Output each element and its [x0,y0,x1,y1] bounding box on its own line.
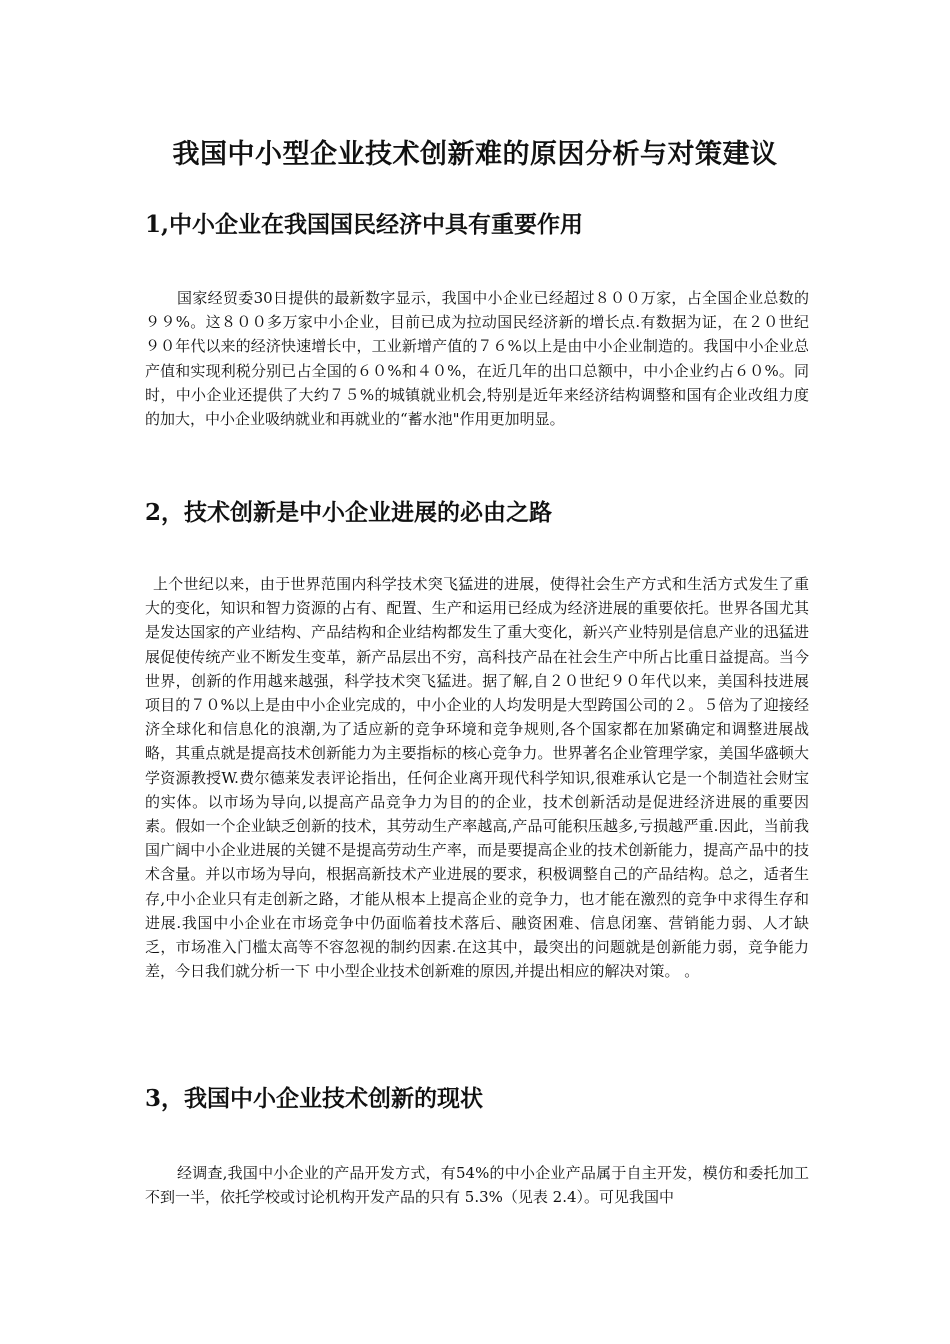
section-heading-2: 2，技术创新是中小企业进展的必由之路 [145,499,553,526]
section-paragraph-1: 国家经贸委30日提供的最新数字显示，我国中小企业已经超过８００万家，占全国企业总数的９９%。这８００多万家中小企业，目前已成为拉动国民经济新的增长点.有数据为证，在２０世纪９０年代以来的经济快速增长中，工业新增产值的７６%以上是由中小企业制造的。我国中小企业总产值和实现利税分别已占全国的６０%和４０%，在近几年的出口总额中，中小企业约占６０%。同时，中小企业还提供了大约７５%的城镇就业机会,特别是近年来经济结构调整和国有企业改组力度的加大，中小企业吸纳就业和再就业的“蓄水池"作用更加明显。 [145,289,809,429]
section-paragraph-2: 上个世纪以来，由于世界范围内科学技术突飞猛进的进展，使得社会生产方式和生活方式发生了重大的变化，知识和智力资源的占有、配置、生产和运用已经成为经济进展的重要依托。世界各国尤其是发达国家的产业结构、产品结构和企业结构都发生了重大变化，新兴产业特别是信息产业的迅猛进展促使传统产业不断发生变革，新产品层出不穷，高科技产品在社会生产中所占比重日益提高。当今世界，创新的作用越来越强，科学技术突飞猛进。据了解,自２０世纪９０年代以来，美国科技进展项目的７０%以上是由中小企业完成的，中小企业的人均发明是大型跨国公司的２。５倍为了迎接经济全球化和信息化的浪潮,为了适应新的竞争环境和竞争规则,各个国家都在加紧确定和调整进展战略，其重点就是提高技术创新能力为主要指标的核心竞争力。世界著名企业管理学家，美国华盛顿大学资源教授W.费尔德莱发表评论指出，任何企业离开现代科学知识,很难承认它是一个制造社会财宝的实体。以市场为导向,以提高产品竞争力为目的的企业，技术创新活动是促进经济进展的重要因素。假如一个企业缺乏创新的技术，其劳动生产率越高,产品可能积压越多,亏损越严重.因此，当前我国广阔中小企业进展的关键不是提高劳动生产率，而是要提高企业的技术创新能力，提高产品中的技术含量。并以市场为导向，根据高新技术产业进展的要求，积极调整自己的产品结构。总之，适者生存,中小企业只有走创新之路，才能从根本上提高企业的竞争力，也才能在激烈的竞争中求得生存和进展.我国中小企业在市场竞争中仍面临着技术落后、融资困难、信息闭塞、营销能力弱、人才缺乏，市场准入门槛太高等不容忽视的制约因素.在这其中，最突出的问题就是创新能力弱，竞争能力差，今日我们就分析一下 中小型企业技术创新难的原因,并提出相应的解决对策。 。 [145,575,809,981]
section-paragraph-3: 经调查,我国中小企业的产品开发方式，有54%的中小企业产品属于自主开发，模仿和委托加工不到一半，依托学校或讨论机构开发产品的只有 5.3%（见表 2.4）。可见我国中 [145,1164,809,1207]
document-title: 我国中小型企业技术创新难的原因分析与对策建议 [172,139,778,170]
section-heading-3: 3，我国中小企业技术创新的现状 [145,1085,484,1112]
section-heading-1: 1,中小企业在我国国民经济中具有重要作用 [145,211,584,238]
